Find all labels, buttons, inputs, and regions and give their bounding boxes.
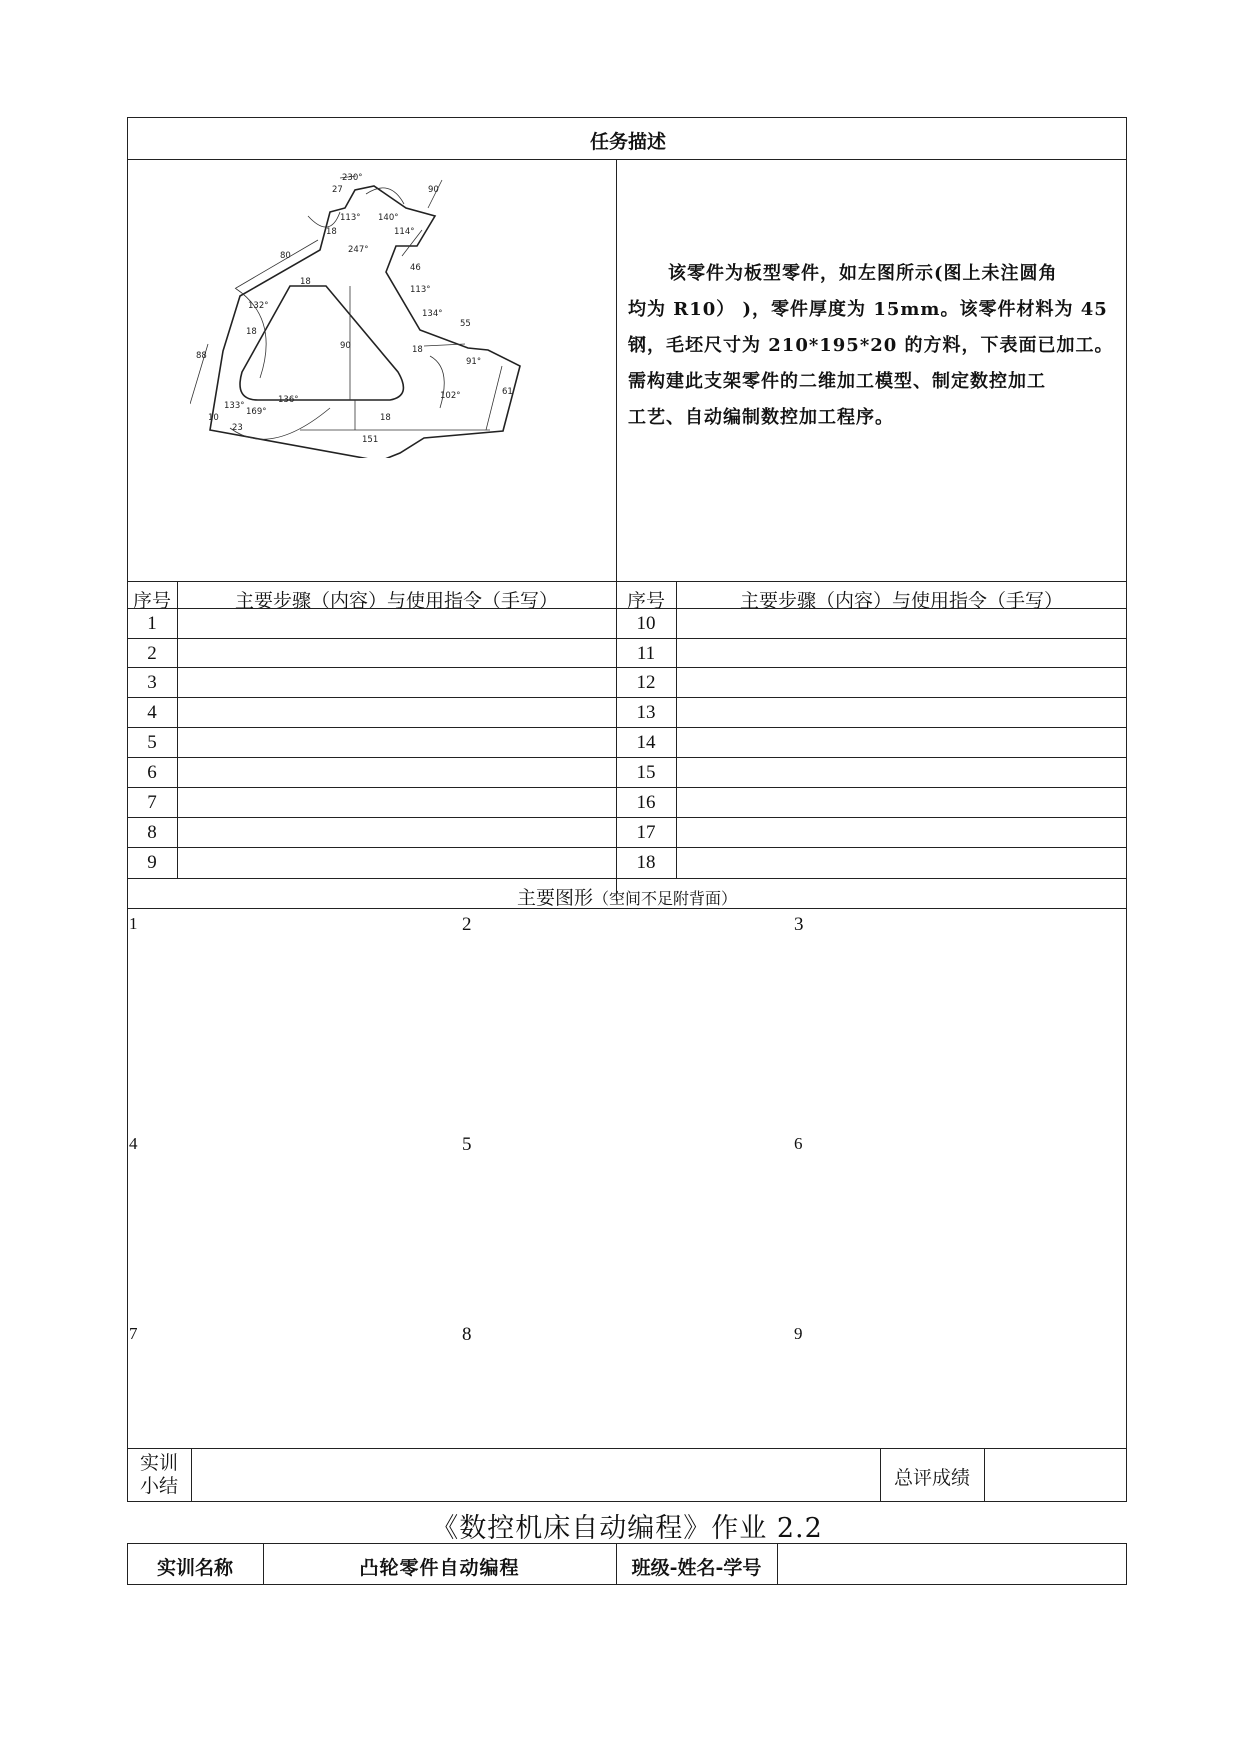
dim-label: 134°: [422, 309, 443, 319]
row-number: 6: [147, 762, 157, 783]
figures-title: [127, 883, 1127, 910]
dim-label: 132°: [248, 301, 269, 311]
dim-label: 18: [380, 413, 391, 423]
task-title: 任务描述: [589, 131, 666, 153]
figures-area[interactable]: [128, 909, 1126, 1447]
row-number: 4: [147, 702, 157, 723]
part-drawing: [190, 168, 590, 458]
dim-label: 91°: [466, 357, 482, 367]
dim-label: 27: [332, 185, 343, 195]
dim-label: 90: [340, 341, 351, 351]
dim-label: 114°: [394, 227, 415, 237]
dim-label: 169°: [246, 407, 267, 417]
dim-label: 18: [412, 345, 423, 355]
col-header-step: 主要步骤（内容）与使用指令（手写）: [739, 590, 1063, 612]
figure-label: 8: [462, 1324, 472, 1345]
description-line: 需构建此支架零件的二维加工模型、制定数控加工: [628, 371, 1046, 392]
row-number: 9: [147, 852, 157, 873]
row-number: 5: [147, 732, 157, 753]
dim-label: 247°: [348, 245, 369, 255]
figure-label: 4: [129, 1134, 138, 1153]
step-cell[interactable]: [178, 609, 615, 877]
row-number: 8: [147, 822, 157, 843]
figure-label: 7: [129, 1324, 138, 1343]
dim-label: 46: [410, 263, 421, 273]
description-line: 工艺、自动编制数控加工程序。: [628, 407, 894, 428]
dim-label: 230°: [342, 173, 363, 183]
dim-label: 90: [428, 185, 439, 195]
dim-label: 133°: [224, 401, 245, 411]
dim-label: 18: [246, 327, 257, 337]
dim-label: 113°: [340, 213, 361, 223]
task-description: [628, 256, 1128, 436]
row-number: 2: [147, 643, 157, 664]
outer-contour: [210, 186, 520, 458]
row-number: 10: [636, 613, 656, 634]
row-number: 16: [636, 792, 656, 813]
summary-field[interactable]: [192, 1449, 879, 1501]
row-number: 15: [636, 762, 656, 783]
name-value: 凸轮零件自动编程: [359, 1557, 520, 1579]
row-number: 14: [636, 732, 656, 753]
figure-label: 3: [794, 914, 804, 935]
score-label: 总评成绩: [893, 1467, 970, 1489]
figure-label: 9: [794, 1324, 803, 1343]
dim-label: 18: [300, 277, 311, 287]
summary-label: [127, 1452, 191, 1498]
summary-label-line: 小结: [139, 1475, 178, 1497]
dim-label: 10: [208, 413, 219, 423]
assignment-heading: 《数控机床自动编程》作业 2.2: [431, 1513, 823, 1544]
row-number: 17: [636, 822, 656, 843]
dim-label: 23: [232, 423, 243, 433]
dim-label: 151: [362, 435, 379, 445]
class-field[interactable]: [778, 1544, 1126, 1584]
figure-label: 1: [129, 914, 138, 933]
row-number: 7: [147, 792, 157, 813]
figure-label: 2: [462, 914, 472, 935]
col-header-step: 主要步骤（内容）与使用指令（手写）: [234, 590, 558, 612]
dim-label: 80: [280, 251, 291, 261]
class-label: 班级-姓名-学号: [631, 1557, 762, 1579]
row-number: 1: [147, 613, 157, 634]
figures-title-note: （空间不足附背面）: [593, 889, 738, 908]
dim-label: 61: [502, 387, 513, 397]
dim-label: 102°: [440, 391, 461, 401]
dim-label: 140°: [378, 213, 399, 223]
description-line: 钢，毛坯尺寸为 210*195*20 的方料，下表面已加工。: [628, 335, 1114, 356]
dim-label: 113°: [410, 285, 431, 295]
description-line: 该零件为板型零件，如左图所示(图上未注圆角: [668, 263, 1058, 284]
dim-label: 88: [196, 351, 207, 361]
dim-label: 18: [326, 227, 337, 237]
row-number: 13: [636, 702, 656, 723]
row-number: 3: [147, 672, 157, 693]
figure-label: 5: [462, 1134, 472, 1155]
description-line: 均为 R10） )，零件厚度为 15mm。该零件材料为 45: [628, 299, 1108, 320]
row-number: 11: [636, 643, 656, 664]
step-cell[interactable]: [677, 609, 1126, 877]
col-header-no: 序号: [626, 590, 665, 612]
figures-title-main: 主要图形: [516, 887, 593, 909]
score-field[interactable]: [985, 1449, 1126, 1501]
name-label: 实训名称: [156, 1557, 233, 1579]
summary-label-line: 实训: [139, 1452, 178, 1474]
dim-label: 55: [460, 319, 471, 329]
dim-label: 136°: [278, 395, 299, 405]
figure-label: 6: [794, 1134, 803, 1153]
row-number: 12: [636, 672, 656, 693]
col-header-no: 序号: [132, 590, 171, 612]
row-number: 18: [636, 852, 656, 873]
